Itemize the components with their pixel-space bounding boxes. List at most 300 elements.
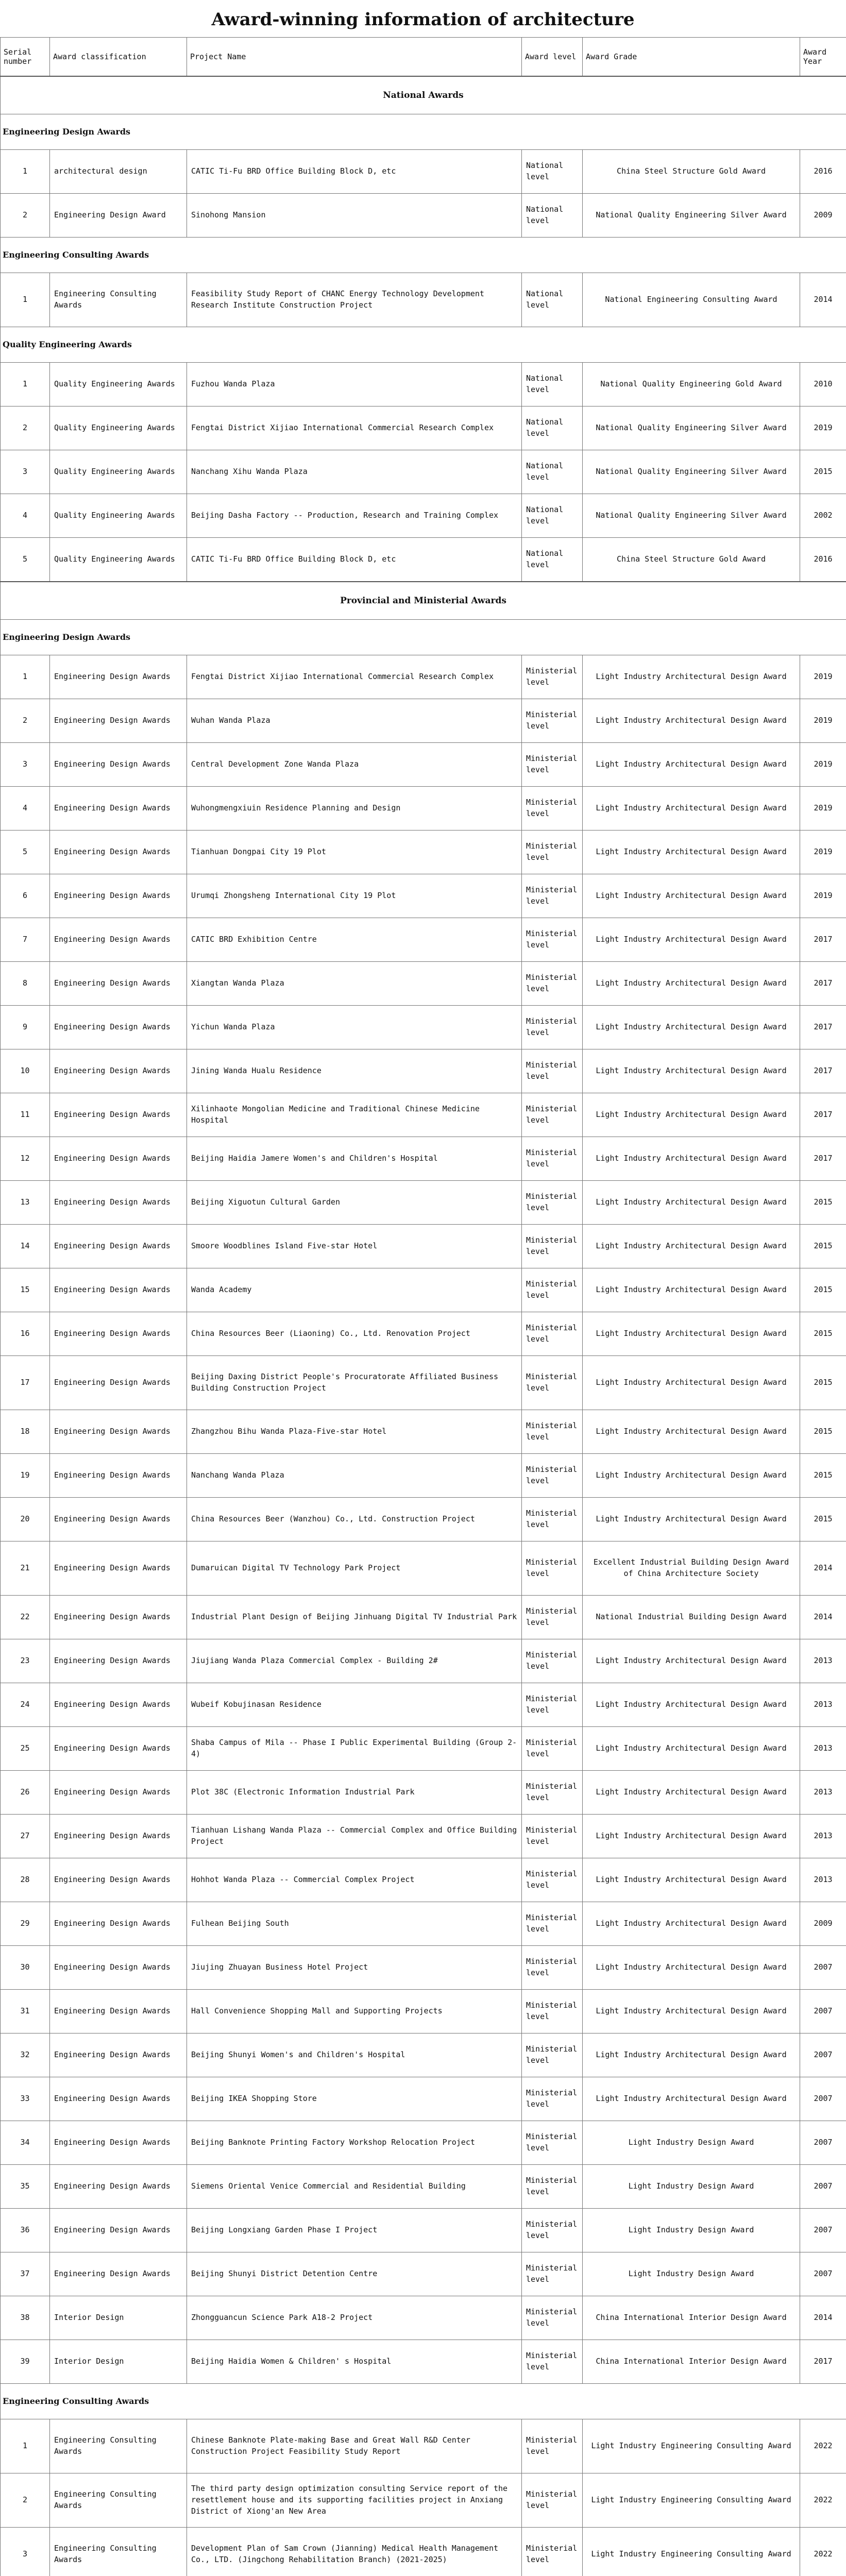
- table-row: [1, 2419, 846, 2473]
- table-row: [1, 1006, 846, 1049]
- serial-number-cell: 23: [1, 1639, 50, 1683]
- category-label: Engineering Consulting Awards: [1, 2384, 846, 2419]
- serial-number-cell: 15: [1, 1268, 50, 1312]
- award-year-cell: 2019: [800, 787, 846, 831]
- award-classification-cell: Engineering Design Awards: [50, 1596, 187, 1639]
- project-name-cell: Development Plan of Sam Crown (Jianning) Medical Health Management Co., LTD. (Jingchong Rehabilitation Branch) (2021-2025): [187, 2528, 522, 2576]
- award-year-cell: 2016: [800, 150, 846, 194]
- award-level-cell: Ministerial level: [522, 1815, 583, 1858]
- award-grade-cell: Light Industry Architectural Design Award: [583, 1093, 800, 1137]
- award-level-cell: Ministerial level: [522, 1049, 583, 1093]
- project-name-cell: The third party design optimization consulting Service report of the resettlement house and its supporting facilities project in Anxiang District of Xiong'an New Area: [187, 2473, 522, 2528]
- award-level-cell: Ministerial level: [522, 1268, 583, 1312]
- category-heading: [1, 2384, 846, 2419]
- award-grade-cell: Light Industry Architectural Design Award: [583, 655, 800, 699]
- award-grade-cell: Light Industry Architectural Design Award: [583, 1356, 800, 1410]
- award-year-cell: 2017: [800, 1093, 846, 1137]
- award-level-cell: Ministerial level: [522, 1093, 583, 1137]
- project-name-cell: Yichun Wanda Plaza: [187, 1006, 522, 1049]
- award-year-cell: 2019: [800, 655, 846, 699]
- award-classification-cell: Engineering Design Awards: [50, 1858, 187, 1902]
- award-level-heading: [1, 582, 846, 620]
- project-name-cell: Nanchang Wanda Plaza: [187, 1454, 522, 1498]
- serial-number-cell: 2: [1, 699, 50, 743]
- table-row: [1, 874, 846, 918]
- column-header: Project Name: [187, 38, 522, 77]
- table-row: [1, 1356, 846, 1410]
- serial-number-cell: 27: [1, 1815, 50, 1858]
- table-row: [1, 406, 846, 450]
- category-heading: [1, 327, 846, 363]
- serial-number-cell: 34: [1, 2121, 50, 2165]
- category-label: Engineering Design Awards: [1, 620, 846, 655]
- award-classification-cell: Engineering Consulting Awards: [50, 273, 187, 327]
- award-level-cell: Ministerial level: [522, 2473, 583, 2528]
- serial-number-cell: 31: [1, 1990, 50, 2033]
- award-level-cell: Ministerial level: [522, 874, 583, 918]
- table-row: [1, 1858, 846, 1902]
- table-row: [1, 450, 846, 494]
- award-grade-cell: National Industrial Building Design Award: [583, 1596, 800, 1639]
- project-name-cell: Fulhean Beijing South: [187, 1902, 522, 1946]
- award-classification-cell: Engineering Design Awards: [50, 1137, 187, 1181]
- award-classification-cell: Engineering Design Award: [50, 194, 187, 238]
- project-name-cell: China Resources Beer (Liaoning) Co., Ltd. Renovation Project: [187, 1312, 522, 1356]
- serial-number-cell: 38: [1, 2296, 50, 2340]
- award-grade-cell: Light Industry Architectural Design Award: [583, 1137, 800, 1181]
- award-classification-cell: Engineering Design Awards: [50, 1268, 187, 1312]
- award-level-cell: Ministerial level: [522, 1410, 583, 1454]
- award-classification-cell: Engineering Consulting Awards: [50, 2528, 187, 2576]
- award-year-cell: 2007: [800, 2209, 846, 2252]
- award-classification-cell: Quality Engineering Awards: [50, 363, 187, 406]
- award-grade-cell: Light Industry Architectural Design Award: [583, 1727, 800, 1771]
- project-name-cell: Sinohong Mansion: [187, 194, 522, 238]
- column-header: Award Grade: [583, 38, 800, 77]
- award-classification-cell: Engineering Design Awards: [50, 962, 187, 1006]
- table-row: [1, 494, 846, 538]
- award-classification-cell: Engineering Design Awards: [50, 1049, 187, 1093]
- project-name-cell: Wubeif Kobujinasan Residence: [187, 1683, 522, 1727]
- table-row: [1, 2296, 846, 2340]
- award-classification-cell: Quality Engineering Awards: [50, 450, 187, 494]
- award-classification-cell: Engineering Design Awards: [50, 831, 187, 874]
- award-year-cell: 2017: [800, 2340, 846, 2384]
- serial-number-cell: 13: [1, 1181, 50, 1225]
- award-grade-cell: China Steel Structure Gold Award: [583, 150, 800, 194]
- award-classification-cell: Engineering Design Awards: [50, 1006, 187, 1049]
- award-year-cell: 2016: [800, 538, 846, 582]
- award-level-cell: National level: [522, 194, 583, 238]
- table-row: [1, 2209, 846, 2252]
- award-level-cell: National level: [522, 538, 583, 582]
- award-classification-cell: Engineering Design Awards: [50, 1454, 187, 1498]
- award-level-cell: Ministerial level: [522, 2033, 583, 2077]
- award-classification-cell: Engineering Design Awards: [50, 2252, 187, 2296]
- serial-number-cell: 17: [1, 1356, 50, 1410]
- award-classification-cell: Engineering Design Awards: [50, 1771, 187, 1815]
- serial-number-cell: 6: [1, 874, 50, 918]
- award-grade-cell: Light Industry Architectural Design Award: [583, 1858, 800, 1902]
- award-year-cell: 2013: [800, 1683, 846, 1727]
- award-grade-cell: Light Industry Architectural Design Award: [583, 1639, 800, 1683]
- column-header: Serial number: [1, 38, 50, 77]
- category-heading: [1, 238, 846, 273]
- serial-number-cell: 39: [1, 2340, 50, 2384]
- award-grade-cell: Light Industry Architectural Design Award: [583, 1815, 800, 1858]
- award-grade-cell: China International Interior Design Award: [583, 2340, 800, 2384]
- table-row: [1, 1410, 846, 1454]
- page-title: Award-winning information of architecture: [211, 9, 635, 30]
- award-level-cell: Ministerial level: [522, 699, 583, 743]
- serial-number-cell: 3: [1, 450, 50, 494]
- award-level-cell: Ministerial level: [522, 962, 583, 1006]
- project-name-cell: Beijing Haidia Jamere Women's and Children's Hospital: [187, 1137, 522, 1181]
- award-level-cell: Ministerial level: [522, 1727, 583, 1771]
- award-level-cell: Ministerial level: [522, 2419, 583, 2473]
- award-grade-cell: National Quality Engineering Silver Award: [583, 194, 800, 238]
- serial-number-cell: 29: [1, 1902, 50, 1946]
- project-name-cell: Urumqi Zhongsheng International City 19 Plot: [187, 874, 522, 918]
- table-row: [1, 831, 846, 874]
- award-year-cell: 2007: [800, 1946, 846, 1990]
- table-row: [1, 1639, 846, 1683]
- serial-number-cell: 35: [1, 2165, 50, 2209]
- serial-number-cell: 18: [1, 1410, 50, 1454]
- project-name-cell: CATIC Ti-Fu BRD Office Building Block D, etc: [187, 150, 522, 194]
- serial-number-cell: 28: [1, 1858, 50, 1902]
- table-row: [1, 1181, 846, 1225]
- award-year-cell: 2014: [800, 1541, 846, 1596]
- project-name-cell: Wuhongmengxiuin Residence Planning and Design: [187, 787, 522, 831]
- award-level-label: Provincial and Ministerial Awards: [1, 582, 846, 620]
- project-name-cell: Zhongguancun Science Park A18-2 Project: [187, 2296, 522, 2340]
- award-level-cell: Ministerial level: [522, 1181, 583, 1225]
- award-year-cell: 2017: [800, 1006, 846, 1049]
- table-row: [1, 2252, 846, 2296]
- award-grade-cell: National Quality Engineering Gold Award: [583, 363, 800, 406]
- project-name-cell: Dumaruican Digital TV Technology Park Project: [187, 1541, 522, 1596]
- award-year-cell: 2015: [800, 1225, 846, 1268]
- table-row: [1, 1137, 846, 1181]
- serial-number-cell: 25: [1, 1727, 50, 1771]
- award-level-cell: Ministerial level: [522, 1946, 583, 1990]
- serial-number-cell: 19: [1, 1454, 50, 1498]
- table-row: [1, 2473, 846, 2528]
- award-grade-cell: China Steel Structure Gold Award: [583, 538, 800, 582]
- award-level-cell: Ministerial level: [522, 1858, 583, 1902]
- award-year-cell: 2014: [800, 1596, 846, 1639]
- award-grade-cell: China International Interior Design Award: [583, 2296, 800, 2340]
- award-year-cell: 2015: [800, 1181, 846, 1225]
- table-row: [1, 918, 846, 962]
- serial-number-cell: 21: [1, 1541, 50, 1596]
- award-level-cell: National level: [522, 273, 583, 327]
- table-row: [1, 2165, 846, 2209]
- serial-number-cell: 2: [1, 406, 50, 450]
- serial-number-cell: 22: [1, 1596, 50, 1639]
- award-classification-cell: Engineering Design Awards: [50, 1312, 187, 1356]
- table-row: [1, 1727, 846, 1771]
- award-grade-cell: Light Industry Design Award: [583, 2121, 800, 2165]
- award-grade-cell: Light Industry Engineering Consulting Award: [583, 2473, 800, 2528]
- award-year-cell: 2019: [800, 743, 846, 787]
- award-classification-cell: Engineering Design Awards: [50, 1356, 187, 1410]
- serial-number-cell: 3: [1, 743, 50, 787]
- project-name-cell: CATIC BRD Exhibition Centre: [187, 918, 522, 962]
- award-year-cell: 2002: [800, 494, 846, 538]
- table-row: [1, 655, 846, 699]
- serial-number-cell: 5: [1, 538, 50, 582]
- table-row: [1, 2340, 846, 2384]
- project-name-cell: Feasibility Study Report of CHANC Energy Technology Development Research Institute Construction Project: [187, 273, 522, 327]
- award-classification-cell: Engineering Design Awards: [50, 1225, 187, 1268]
- award-grade-cell: Light Industry Architectural Design Award: [583, 2033, 800, 2077]
- award-level-cell: Ministerial level: [522, 1137, 583, 1181]
- award-grade-cell: Light Industry Design Award: [583, 2165, 800, 2209]
- award-year-cell: 2019: [800, 831, 846, 874]
- serial-number-cell: 2: [1, 2473, 50, 2528]
- award-year-cell: 2007: [800, 2165, 846, 2209]
- award-classification-cell: Engineering Design Awards: [50, 1093, 187, 1137]
- award-classification-cell: architectural design: [50, 150, 187, 194]
- project-name-cell: Fuzhou Wanda Plaza: [187, 363, 522, 406]
- award-classification-cell: Engineering Design Awards: [50, 1498, 187, 1541]
- award-level-heading: [1, 76, 846, 114]
- serial-number-cell: 3: [1, 2528, 50, 2576]
- award-year-cell: 2022: [800, 2473, 846, 2528]
- table-row: [1, 1596, 846, 1639]
- award-level-cell: Ministerial level: [522, 2252, 583, 2296]
- award-level-cell: Ministerial level: [522, 1356, 583, 1410]
- award-classification-cell: Engineering Design Awards: [50, 699, 187, 743]
- award-classification-cell: Engineering Design Awards: [50, 874, 187, 918]
- award-year-cell: 2015: [800, 1268, 846, 1312]
- award-level-cell: Ministerial level: [522, 1454, 583, 1498]
- award-grade-cell: Light Industry Architectural Design Award: [583, 1990, 800, 2033]
- project-name-cell: Hall Convenience Shopping Mall and Supporting Projects: [187, 1990, 522, 2033]
- serial-number-cell: 4: [1, 494, 50, 538]
- award-level-cell: Ministerial level: [522, 655, 583, 699]
- serial-number-cell: 11: [1, 1093, 50, 1137]
- project-name-cell: Central Development Zone Wanda Plaza: [187, 743, 522, 787]
- column-header: Award Year: [800, 38, 846, 77]
- project-name-cell: Wanda Academy: [187, 1268, 522, 1312]
- award-level-cell: Ministerial level: [522, 918, 583, 962]
- award-grade-cell: Light Industry Architectural Design Award: [583, 874, 800, 918]
- award-year-cell: 2013: [800, 1815, 846, 1858]
- table-row: [1, 150, 846, 194]
- table-row: [1, 273, 846, 327]
- award-grade-cell: Light Industry Architectural Design Award: [583, 962, 800, 1006]
- award-year-cell: 2010: [800, 363, 846, 406]
- award-classification-cell: Engineering Design Awards: [50, 743, 187, 787]
- project-name-cell: Smoore Woodblines Island Five-star Hotel: [187, 1225, 522, 1268]
- table-row: [1, 1990, 846, 2033]
- table-row: [1, 962, 846, 1006]
- project-name-cell: Jining Wanda Hualu Residence: [187, 1049, 522, 1093]
- award-grade-cell: Light Industry Architectural Design Award: [583, 831, 800, 874]
- award-year-cell: 2007: [800, 2033, 846, 2077]
- award-grade-cell: Light Industry Architectural Design Award: [583, 1268, 800, 1312]
- award-year-cell: 2013: [800, 1727, 846, 1771]
- award-level-cell: Ministerial level: [522, 1683, 583, 1727]
- serial-number-cell: 2: [1, 194, 50, 238]
- category-heading: [1, 114, 846, 150]
- award-classification-cell: Engineering Design Awards: [50, 2209, 187, 2252]
- serial-number-cell: 12: [1, 1137, 50, 1181]
- project-name-cell: Beijing Haidia Women & Children' s Hospital: [187, 2340, 522, 2384]
- award-grade-cell: Light Industry Design Award: [583, 2209, 800, 2252]
- project-name-cell: Shaba Campus of Mila -- Phase I Public Experimental Building (Group 2-4): [187, 1727, 522, 1771]
- table-row: [1, 1498, 846, 1541]
- award-year-cell: 2017: [800, 918, 846, 962]
- project-name-cell: Chinese Banknote Plate-making Base and Great Wall R&D Center Construction Project Feasibility Study Report: [187, 2419, 522, 2473]
- serial-number-cell: 10: [1, 1049, 50, 1093]
- award-classification-cell: Engineering Design Awards: [50, 2121, 187, 2165]
- award-year-cell: 2019: [800, 699, 846, 743]
- serial-number-cell: 14: [1, 1225, 50, 1268]
- award-year-cell: 2013: [800, 1639, 846, 1683]
- table-row: [1, 1268, 846, 1312]
- award-year-cell: 2009: [800, 194, 846, 238]
- table-row: [1, 1093, 846, 1137]
- table-row: [1, 2077, 846, 2121]
- award-level-cell: National level: [522, 450, 583, 494]
- serial-number-cell: 32: [1, 2033, 50, 2077]
- project-name-cell: Fengtai District Xijiao International Commercial Research Complex: [187, 406, 522, 450]
- award-level-cell: Ministerial level: [522, 1312, 583, 1356]
- project-name-cell: Siemens Oriental Venice Commercial and Residential Building: [187, 2165, 522, 2209]
- serial-number-cell: 24: [1, 1683, 50, 1727]
- award-grade-cell: Light Industry Engineering Consulting Award: [583, 2528, 800, 2576]
- award-year-cell: 2022: [800, 2419, 846, 2473]
- award-year-cell: 2007: [800, 2121, 846, 2165]
- award-classification-cell: Interior Design: [50, 2296, 187, 2340]
- award-classification-cell: Engineering Design Awards: [50, 1181, 187, 1225]
- award-grade-cell: Light Industry Architectural Design Award: [583, 918, 800, 962]
- table-row: [1, 1815, 846, 1858]
- table-row: [1, 538, 846, 582]
- award-grade-cell: Light Industry Architectural Design Award: [583, 1312, 800, 1356]
- serial-number-cell: 16: [1, 1312, 50, 1356]
- project-name-cell: China Resources Beer (Wanzhou) Co., Ltd. Construction Project: [187, 1498, 522, 1541]
- award-year-cell: 2013: [800, 1858, 846, 1902]
- project-name-cell: Beijing Xiguotun Cultural Garden: [187, 1181, 522, 1225]
- award-year-cell: 2017: [800, 1137, 846, 1181]
- serial-number-cell: 26: [1, 1771, 50, 1815]
- award-year-cell: 2015: [800, 1356, 846, 1410]
- award-year-cell: 2014: [800, 273, 846, 327]
- table-row: [1, 1541, 846, 1596]
- column-header: Award level: [522, 38, 583, 77]
- award-grade-cell: Light Industry Architectural Design Award: [583, 1771, 800, 1815]
- award-grade-cell: National Quality Engineering Silver Award: [583, 494, 800, 538]
- table-row: [1, 699, 846, 743]
- award-classification-cell: Engineering Design Awards: [50, 1683, 187, 1727]
- serial-number-cell: 30: [1, 1946, 50, 1990]
- project-name-cell: Fengtai District Xijiao International Commercial Research Complex: [187, 655, 522, 699]
- award-grade-cell: Light Industry Architectural Design Award: [583, 1454, 800, 1498]
- table-row: [1, 194, 846, 238]
- award-year-cell: 2015: [800, 1312, 846, 1356]
- award-grade-cell: Light Industry Architectural Design Award: [583, 787, 800, 831]
- award-year-cell: 2007: [800, 1990, 846, 2033]
- project-name-cell: Nanchang Xihu Wanda Plaza: [187, 450, 522, 494]
- table-row: [1, 787, 846, 831]
- award-grade-cell: Light Industry Architectural Design Award: [583, 1498, 800, 1541]
- award-classification-cell: Quality Engineering Awards: [50, 494, 187, 538]
- project-name-cell: Beijing Daxing District People's Procuratorate Affiliated Business Building Construction Project: [187, 1356, 522, 1410]
- serial-number-cell: 1: [1, 273, 50, 327]
- award-classification-cell: Engineering Design Awards: [50, 2165, 187, 2209]
- award-classification-cell: Quality Engineering Awards: [50, 406, 187, 450]
- table-row: [1, 1225, 846, 1268]
- serial-number-cell: 1: [1, 2419, 50, 2473]
- project-name-cell: Tianhuan Dongpai City 19 Plot: [187, 831, 522, 874]
- award-grade-cell: National Quality Engineering Silver Award: [583, 450, 800, 494]
- award-level-cell: Ministerial level: [522, 1541, 583, 1596]
- serial-number-cell: 1: [1, 363, 50, 406]
- project-name-cell: Hohhot Wanda Plaza -- Commercial Complex Project: [187, 1858, 522, 1902]
- award-level-label: National Awards: [1, 76, 846, 114]
- table-body: [1, 76, 846, 2576]
- award-year-cell: 2007: [800, 2252, 846, 2296]
- award-year-cell: 2015: [800, 1454, 846, 1498]
- award-year-cell: 2007: [800, 2077, 846, 2121]
- award-year-cell: 2015: [800, 450, 846, 494]
- table-row: [1, 2528, 846, 2576]
- category-label: Engineering Consulting Awards: [1, 238, 846, 273]
- awards-table: [0, 37, 846, 2576]
- award-grade-cell: Light Industry Architectural Design Award: [583, 1181, 800, 1225]
- table-row: [1, 363, 846, 406]
- award-level-cell: Ministerial level: [522, 2296, 583, 2340]
- award-grade-cell: Light Industry Architectural Design Award: [583, 2077, 800, 2121]
- award-level-cell: Ministerial level: [522, 2528, 583, 2576]
- award-level-cell: Ministerial level: [522, 831, 583, 874]
- project-name-cell: Jiujiang Wanda Plaza Commercial Complex - Building 2#: [187, 1639, 522, 1683]
- award-year-cell: 2013: [800, 1771, 846, 1815]
- award-year-cell: 2017: [800, 1049, 846, 1093]
- award-level-cell: Ministerial level: [522, 1902, 583, 1946]
- project-name-cell: Industrial Plant Design of Beijing Jinhuang Digital TV Industrial Park: [187, 1596, 522, 1639]
- award-grade-cell: Excellent Industrial Building Design Award of China Architecture Society: [583, 1541, 800, 1596]
- award-year-cell: 2014: [800, 2296, 846, 2340]
- award-level-cell: National level: [522, 494, 583, 538]
- award-level-cell: Ministerial level: [522, 2077, 583, 2121]
- serial-number-cell: 4: [1, 787, 50, 831]
- award-level-cell: Ministerial level: [522, 1639, 583, 1683]
- category-heading: [1, 620, 846, 655]
- award-level-cell: Ministerial level: [522, 1596, 583, 1639]
- serial-number-cell: 36: [1, 2209, 50, 2252]
- award-level-cell: Ministerial level: [522, 1006, 583, 1049]
- award-classification-cell: Engineering Design Awards: [50, 655, 187, 699]
- award-grade-cell: Light Industry Architectural Design Award: [583, 1683, 800, 1727]
- table-row: [1, 1312, 846, 1356]
- award-level-cell: Ministerial level: [522, 2340, 583, 2384]
- award-grade-cell: Light Industry Design Award: [583, 2252, 800, 2296]
- award-level-cell: National level: [522, 150, 583, 194]
- project-name-cell: CATIC Ti-Fu BRD Office Building Block D, etc: [187, 538, 522, 582]
- table-row: [1, 2121, 846, 2165]
- award-level-cell: Ministerial level: [522, 2121, 583, 2165]
- award-classification-cell: Engineering Design Awards: [50, 2033, 187, 2077]
- award-level-cell: National level: [522, 363, 583, 406]
- serial-number-cell: 1: [1, 150, 50, 194]
- award-grade-cell: Light Industry Engineering Consulting Award: [583, 2419, 800, 2473]
